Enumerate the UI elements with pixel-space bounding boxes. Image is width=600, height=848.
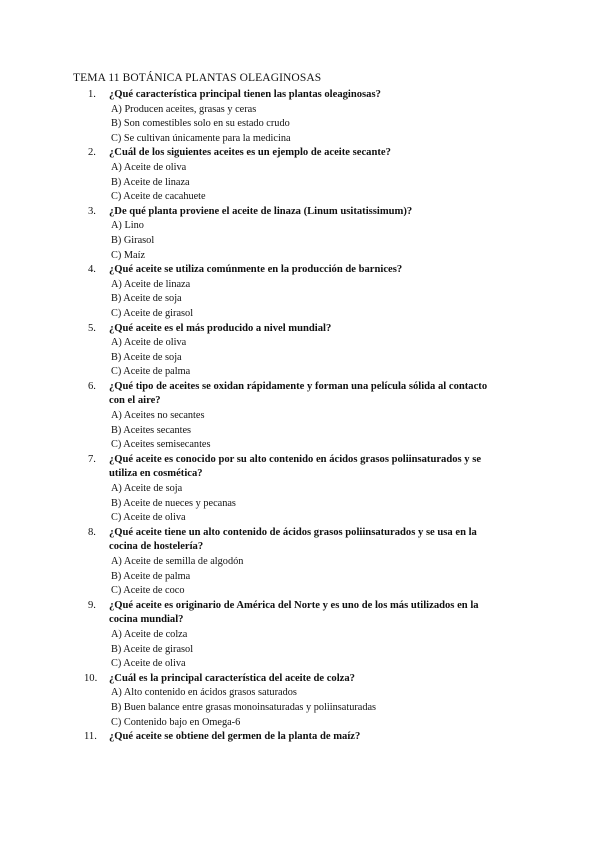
question-text: ¿Qué aceite es conocido por su alto contenido en ácidos grasos poliinsaturados y se utiliza en cosmética? [109, 453, 482, 480]
question-text: ¿Cuál de los siguientes aceites es un ejemplo de aceite secante? [109, 147, 391, 159]
answer-option: C) Aceite de coco [111, 585, 185, 597]
answer-option: B) Buen balance entre grasas monoinsaturadas y poliinsaturadas [111, 701, 377, 713]
question-number: 8. [88, 526, 96, 538]
answer-option: C) Aceite de cacahuete [111, 191, 206, 203]
question-row [0, 322, 600, 337]
question-text: ¿Qué aceite se utiliza comúnmente en la producción de barnices? [109, 264, 403, 276]
answer-option: A) Aceite de linaza [111, 278, 191, 290]
question-item [0, 453, 600, 526]
question-number: 6. [88, 380, 96, 392]
answer-option: B) Son comestibles solo en su estado crudo [111, 118, 290, 130]
answer-option: A) Aceite de colza [111, 628, 188, 640]
question-number: 4. [88, 264, 96, 276]
answer-option: B) Aceite de soja [111, 293, 182, 305]
answer-option: C) Se cultivan únicamente para la medicina [111, 132, 291, 144]
question-number: 1. [88, 89, 96, 100]
question-number: 9. [88, 599, 96, 611]
question-list [0, 88, 600, 745]
question-text: ¿Qué aceite se obtiene del germen de la planta de maíz? [109, 731, 361, 743]
question-text: ¿De qué planta proviene el aceite de linaza (Linum usitatissimum)? [109, 205, 413, 217]
document-title: TEMA 11 BOTÁNICA PLANTAS OLEAGINOSAS [73, 72, 322, 84]
answer-option: C) Maíz [111, 249, 146, 261]
answer-option: A) Alto contenido en ácidos grasos saturados [111, 687, 297, 699]
answer-option: C) Aceite de girasol [111, 307, 194, 319]
question-item [0, 672, 600, 730]
question-item [0, 322, 600, 380]
answer-option: B) Aceite de soja [111, 351, 182, 363]
question-row [0, 380, 600, 409]
question-text: ¿Cuál es la principal característica del aceite de colza? [109, 672, 355, 684]
question-number: 11. [84, 731, 97, 743]
question-number: 7. [88, 453, 96, 465]
answer-option: A) Aceite de oliva [111, 337, 187, 349]
question-row [0, 730, 600, 745]
question-text: ¿Qué tipo de aceites se oxidan rápidamente y forman una película sólida al contacto con el aire? [109, 380, 488, 407]
answer-option: C) Aceites semisecantes [111, 439, 211, 451]
question-row [0, 146, 600, 161]
question-text: ¿Qué aceite es el más producido a nivel mundial? [109, 322, 332, 334]
question-row [0, 599, 600, 628]
question-item [0, 526, 600, 599]
question-row [0, 672, 600, 687]
answer-option: A) Aceite de semilla de algodón [111, 556, 244, 567]
answer-option: B) Aceite de nueces y pecanas [111, 497, 236, 509]
question-item [0, 263, 600, 321]
answer-option: A) Aceites no secantes [111, 410, 205, 422]
question-number: 10. [84, 672, 98, 684]
answer-option: B) Aceite de girasol [111, 643, 194, 655]
question-item [0, 146, 600, 204]
question-item [0, 730, 600, 745]
question-item [0, 380, 600, 453]
answer-option: B) Aceite de palma [111, 570, 191, 582]
question-item [0, 599, 600, 672]
question-number: 5. [88, 322, 96, 334]
question-row [0, 88, 600, 103]
answer-option: A) Lino [111, 220, 144, 232]
answer-option: A) Aceite de oliva [111, 161, 187, 173]
answer-option: C) Aceite de oliva [111, 658, 186, 670]
question-row [0, 453, 600, 482]
question-text: ¿Qué aceite es originario de América del Norte y es uno de los más utilizados en la cocina mundial? [109, 599, 479, 626]
answer-option: B) Girasol [111, 234, 155, 246]
question-item [0, 205, 600, 263]
answer-option: C) Aceite de palma [111, 366, 191, 378]
question-row [0, 526, 600, 555]
answer-option: C) Aceite de oliva [111, 512, 186, 524]
question-row [0, 263, 600, 278]
question-row [0, 205, 600, 220]
answer-option: C) Contenido bajo en Omega-6 [111, 716, 241, 728]
question-text: ¿Qué característica principal tienen las plantas oleaginosas? [109, 89, 381, 100]
answer-option: B) Aceites secantes [111, 424, 192, 436]
answer-option: A) Producen aceites, grasas y ceras [111, 103, 257, 115]
answer-option: A) Aceite de soja [111, 483, 183, 495]
question-number: 2. [88, 147, 96, 159]
question-text: ¿Qué aceite tiene un alto contenido de ácidos grasos poliinsaturados y se usa en la cocina de hostelería? [109, 526, 477, 553]
question-item [0, 88, 600, 146]
answer-option: B) Aceite de linaza [111, 176, 190, 188]
question-number: 3. [88, 205, 96, 217]
